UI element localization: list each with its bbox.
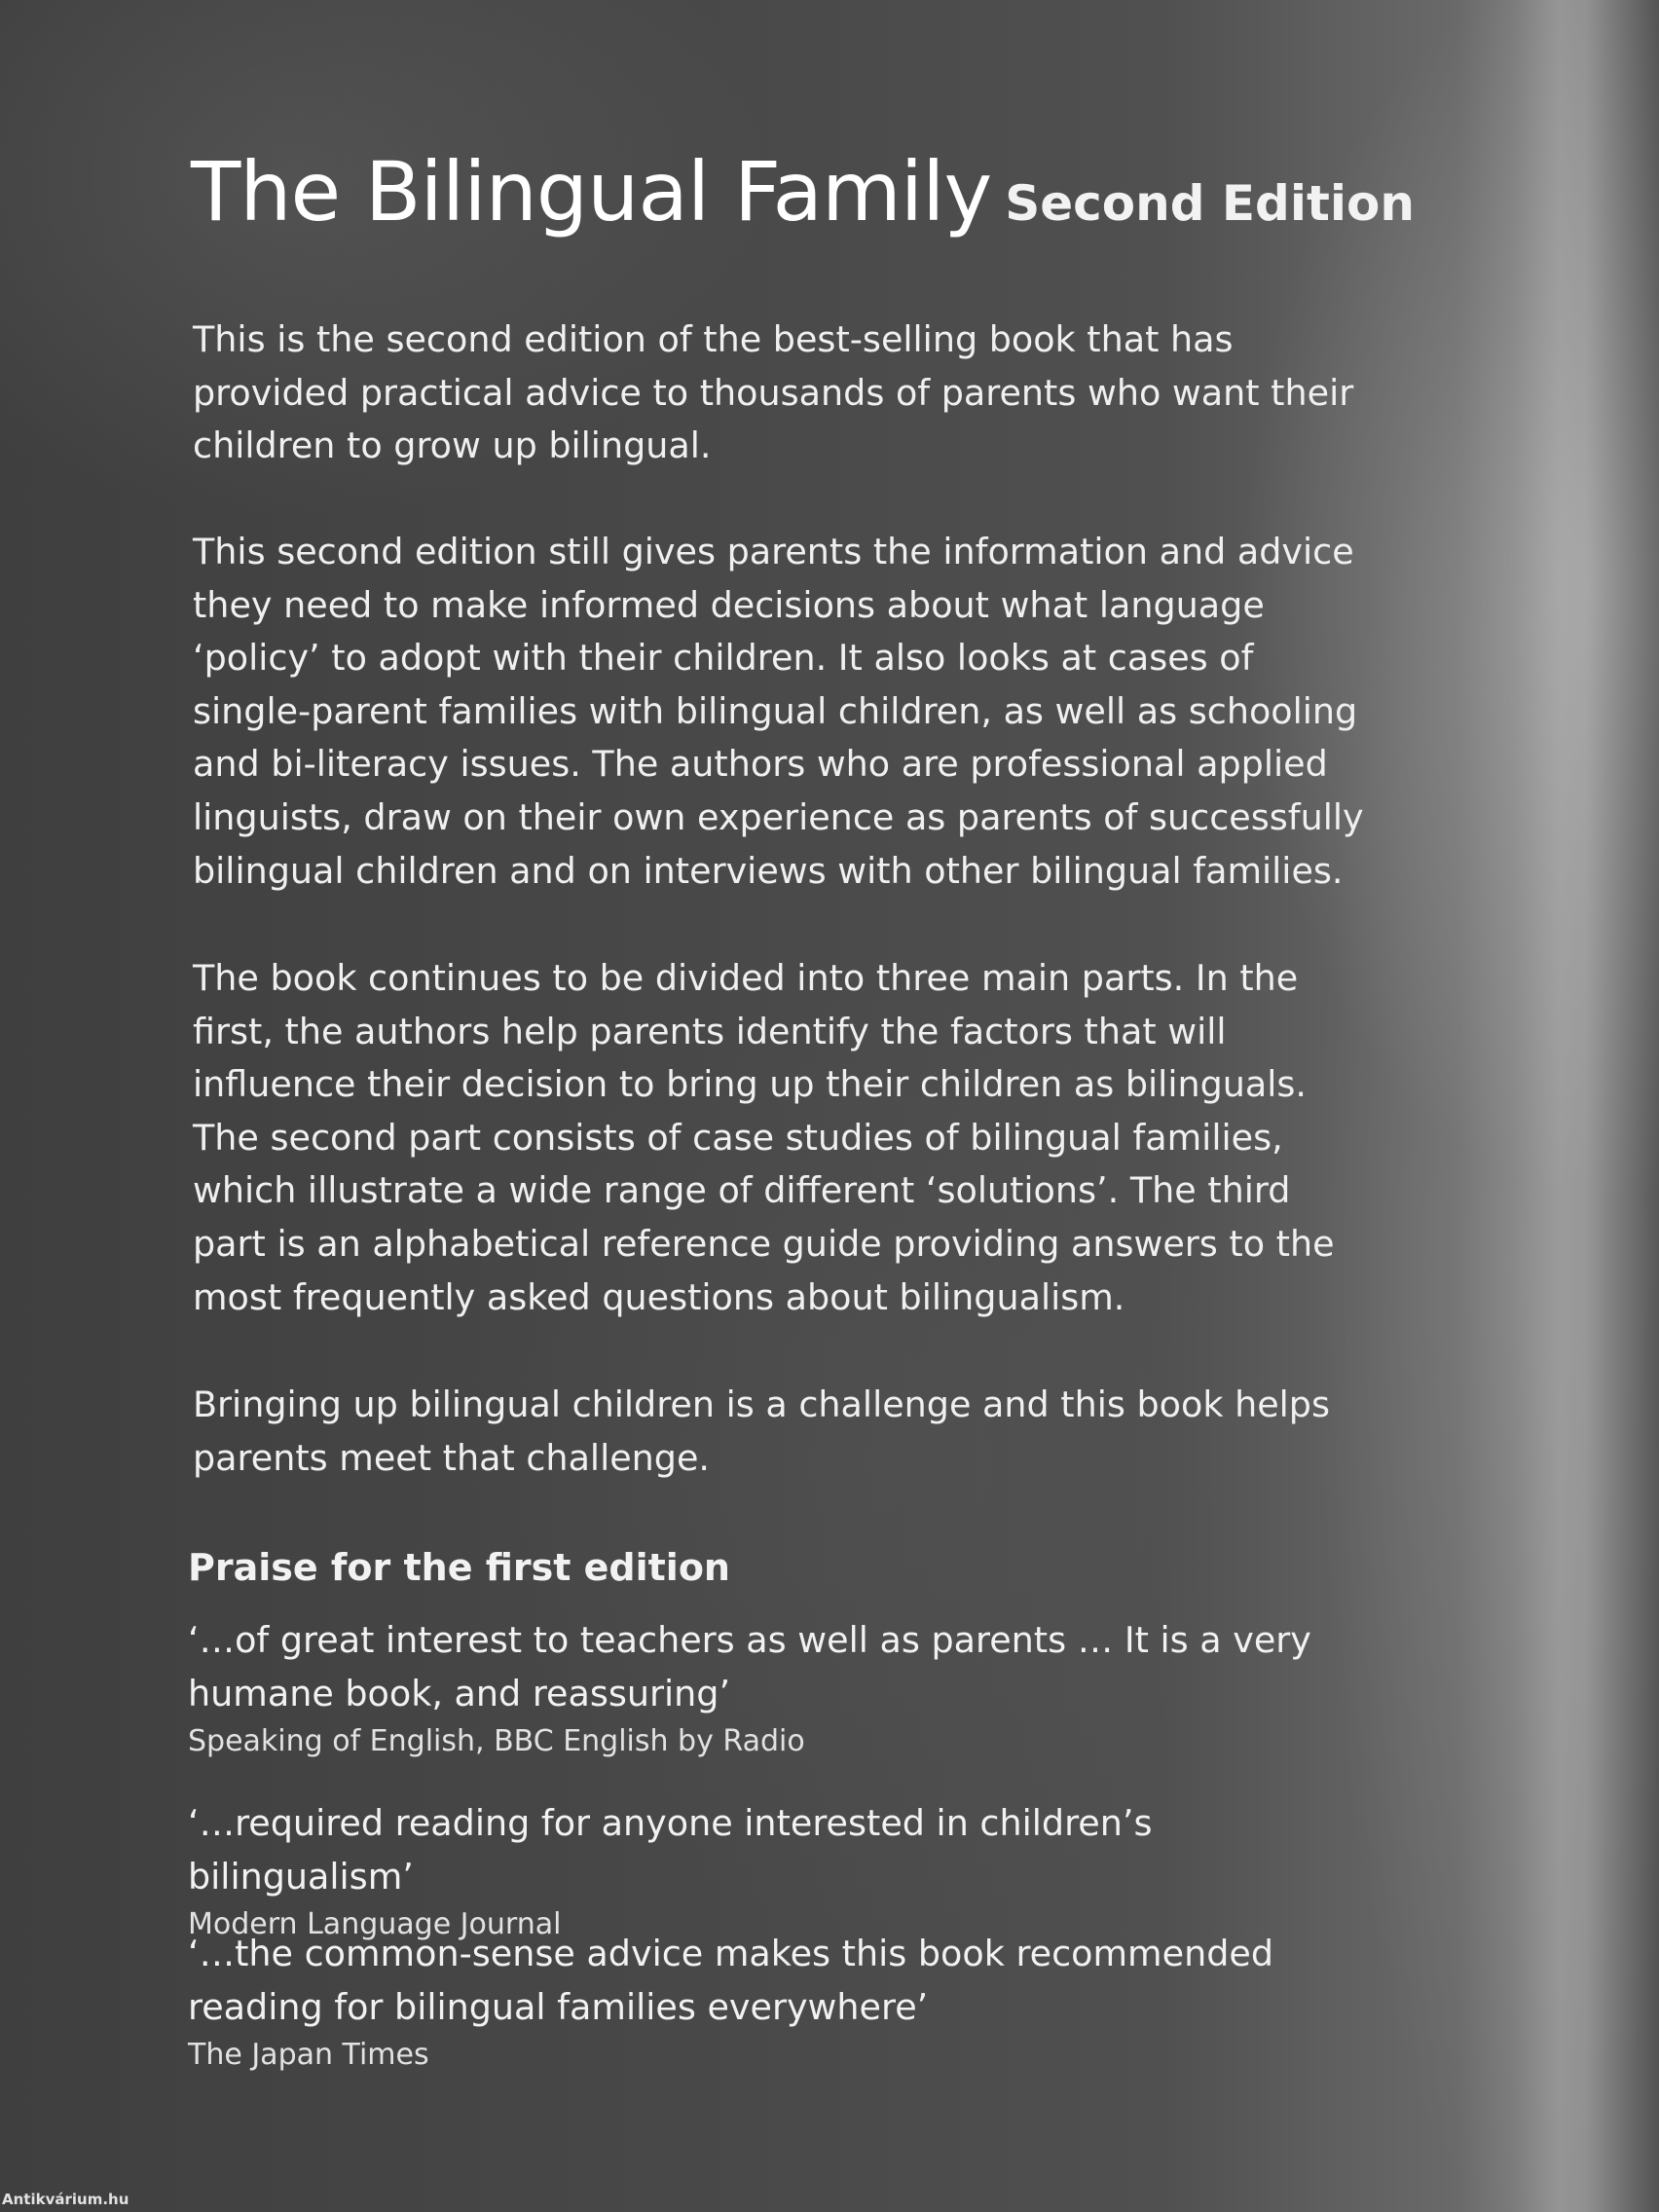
edition-label: Second Edition xyxy=(1005,175,1415,232)
quote-text: ‘…required reading for anyone interested in children’s bilingualism’ xyxy=(188,1802,1153,1898)
blurb-paragraph-3: The book continues to be divided into three main parts. In the first, the authors help parents identify the factors that will influence their decision to bring up their children as bilinguals. The second part consists of case studies of bilingual families, which illustrate a wide range of different ‘solutions’. The third part is an alphabetical reference guide providing answers to the most frequently asked questions about bilingualism. xyxy=(193,957,1335,1318)
blurb-paragraph-1: This is the second edition of the best-selling book that has provided practical advice to thousands of parents who want their children to grow up bilingual. xyxy=(193,318,1354,467)
quote-source: The Japan Times xyxy=(188,2038,429,2073)
quote-source: Modern Language Journal xyxy=(188,1907,562,1942)
praise-quote xyxy=(188,1797,1385,1944)
book-title-row xyxy=(191,144,1415,240)
praise-quote xyxy=(188,1614,1385,1761)
praise-quote xyxy=(188,1928,1385,2075)
quote-text: ‘…the common-sense advice makes this book recommended reading for bilingual families everywhere’ xyxy=(188,1933,1273,2028)
blurb-paragraph-4: Bringing up bilingual children is a challenge and this book helps parents meet that challenge. xyxy=(193,1383,1330,1479)
quote-source: Speaking of English, BBC English by Radio xyxy=(188,1724,805,1759)
book-title: The Bilingual Family xyxy=(191,144,992,240)
cover-edge-shine xyxy=(1513,0,1659,2212)
blurb-paragraph-2: This second edition still gives parents the information and advice they need to make informed decisions about what language ‘policy’ to adopt with their children. It also looks at cases of single-parent families with bilingual children, as well as schooling and bi-literacy issues. The authors who are professional applied linguists, draw on their own experience as parents of successfully bilingual children and on interviews with other bilingual families. xyxy=(193,531,1364,892)
quote-text: ‘…of great interest to teachers as well as parents … It is a very humane book, and reassuring’ xyxy=(188,1619,1311,1714)
watermark-text: Antikvárium.hu xyxy=(2,2191,129,2208)
praise-heading: Praise for the first edition xyxy=(188,1546,730,1589)
